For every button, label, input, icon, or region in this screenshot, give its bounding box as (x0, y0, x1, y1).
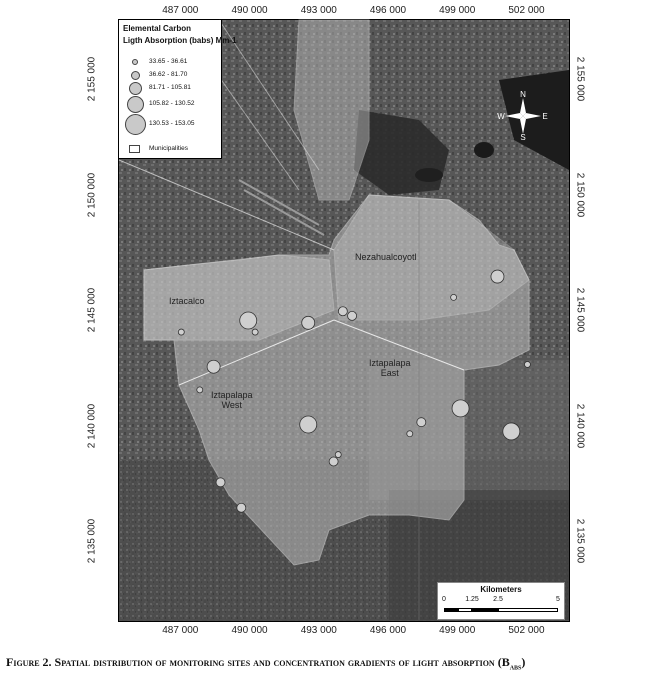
monitoring-site-marker (302, 316, 315, 329)
x-tick-label-bottom: 487 000 (162, 625, 199, 636)
x-tick-label-top: 496 000 (369, 5, 407, 16)
x-tick-label-bottom: 493 000 (300, 625, 337, 636)
monitoring-site-marker (452, 400, 469, 417)
scale-segment (472, 608, 498, 612)
legend-title: Elemental Carbon (123, 24, 192, 33)
x-tick-label-bottom: 490 000 (231, 625, 268, 636)
legend-symbol (132, 59, 138, 65)
west-label: W (497, 112, 505, 121)
y-tick-label-right: 2 150 000 (574, 172, 586, 217)
y-tick-label-left: 2 135 000 (86, 519, 98, 564)
x-tick-label-top: 490 000 (231, 5, 268, 16)
monitoring-site-marker (197, 387, 203, 393)
monitoring-site-marker (451, 294, 457, 300)
y-tick-label-left: 2 150 000 (86, 172, 98, 217)
legend-class-label: 33.65 - 36.61 (149, 58, 188, 65)
y-tick-label-left: 2 140 000 (86, 403, 98, 449)
x-tick-label-bottom: 502 000 (508, 625, 545, 636)
south-label: S (520, 133, 526, 142)
caption-close: ) (521, 655, 526, 669)
x-tick-label-top: 499 000 (439, 5, 476, 16)
municipalities-swatch (129, 145, 140, 153)
municipality-label-iztapalapa-east (369, 358, 411, 378)
municipality-label-line: West (221, 400, 242, 410)
scale-tick: 2.5 (493, 596, 503, 603)
scale-bar (437, 582, 565, 620)
y-tick-label-right: 2 135 000 (574, 519, 586, 564)
municipality-label-line: East (380, 368, 399, 378)
municipality-label-iztacalco: Iztacalco (169, 296, 205, 306)
north-label: N (520, 90, 526, 99)
scale-tick: 1.25 (465, 596, 479, 603)
monitoring-site-marker (338, 307, 347, 316)
monitoring-site-marker (417, 418, 426, 427)
legend-class-label: 130.53 - 153.05 (149, 120, 195, 127)
x-tick-label-bottom: 499 000 (439, 625, 476, 636)
municipality-label-line: Iztapalapa (369, 358, 411, 368)
y-tick-label-right: 2 140 000 (574, 403, 586, 449)
scale-tick: 0 (442, 596, 446, 603)
x-tick-label-top: 502 000 (508, 5, 545, 16)
y-tick-label-right: 2 145 000 (574, 288, 586, 333)
legend-symbol (125, 114, 146, 135)
monitoring-site-marker (407, 431, 413, 437)
monitoring-site-marker (329, 457, 338, 466)
map-panel (118, 19, 570, 622)
monitoring-site-marker (178, 329, 184, 335)
east-label: E (542, 112, 548, 121)
monitoring-site-marker (216, 478, 225, 487)
y-tick-label-left: 2 145 000 (86, 288, 98, 333)
monitoring-site-marker (348, 311, 357, 320)
municipality-label-nezahualcoyotl: Nezahualcoyotl (355, 252, 417, 262)
monitoring-site-marker (335, 452, 341, 458)
map-legend (119, 20, 237, 159)
x-tick-label-top: 493 000 (300, 5, 337, 16)
legend-municipalities-label: Municipalities (149, 145, 189, 152)
legend-symbol (129, 82, 142, 95)
monitoring-site-marker (207, 360, 220, 373)
legend-subtitle: Ligth Absorption (babs) Mm-1 (123, 36, 237, 45)
scale-segment (444, 608, 458, 612)
x-tick-label-bottom: 496 000 (369, 625, 407, 636)
figure-caption (6, 655, 525, 671)
monitoring-site-marker (300, 416, 317, 433)
scale-segment (458, 608, 472, 612)
x-tick-label-top: 487 000 (162, 5, 199, 16)
caption-text: Figure 2. Spatial distribution of monitoring sites and concentration gradients of light absorption (B (6, 655, 510, 669)
municipality-label-line: Iztapalapa (211, 390, 253, 400)
scale-title: Kilometers (480, 585, 522, 594)
monitoring-site-marker (491, 270, 504, 283)
legend-symbol (127, 96, 144, 113)
monitoring-site-marker (524, 361, 530, 367)
legend-class-label: 36.62 - 81.70 (149, 71, 188, 78)
monitoring-site-marker (240, 312, 257, 329)
north-arrow-icon (499, 92, 547, 140)
municipality-label-iztapalapa-west (211, 390, 253, 410)
scale-segment (498, 608, 558, 612)
monitoring-site-marker (503, 423, 520, 440)
monitoring-site-marker (252, 329, 258, 335)
monitoring-site-marker (237, 503, 246, 512)
legend-class-label: 81.71 - 105.81 (149, 84, 191, 91)
y-tick-label-left: 2 155 000 (86, 56, 98, 102)
legend-class-label: 105.82 - 130.52 (149, 100, 195, 107)
y-tick-label-right: 2 155 000 (574, 56, 586, 102)
scale-tick: 5 (556, 596, 560, 603)
legend-symbol (131, 71, 140, 80)
caption-subscript: abs (509, 662, 522, 672)
